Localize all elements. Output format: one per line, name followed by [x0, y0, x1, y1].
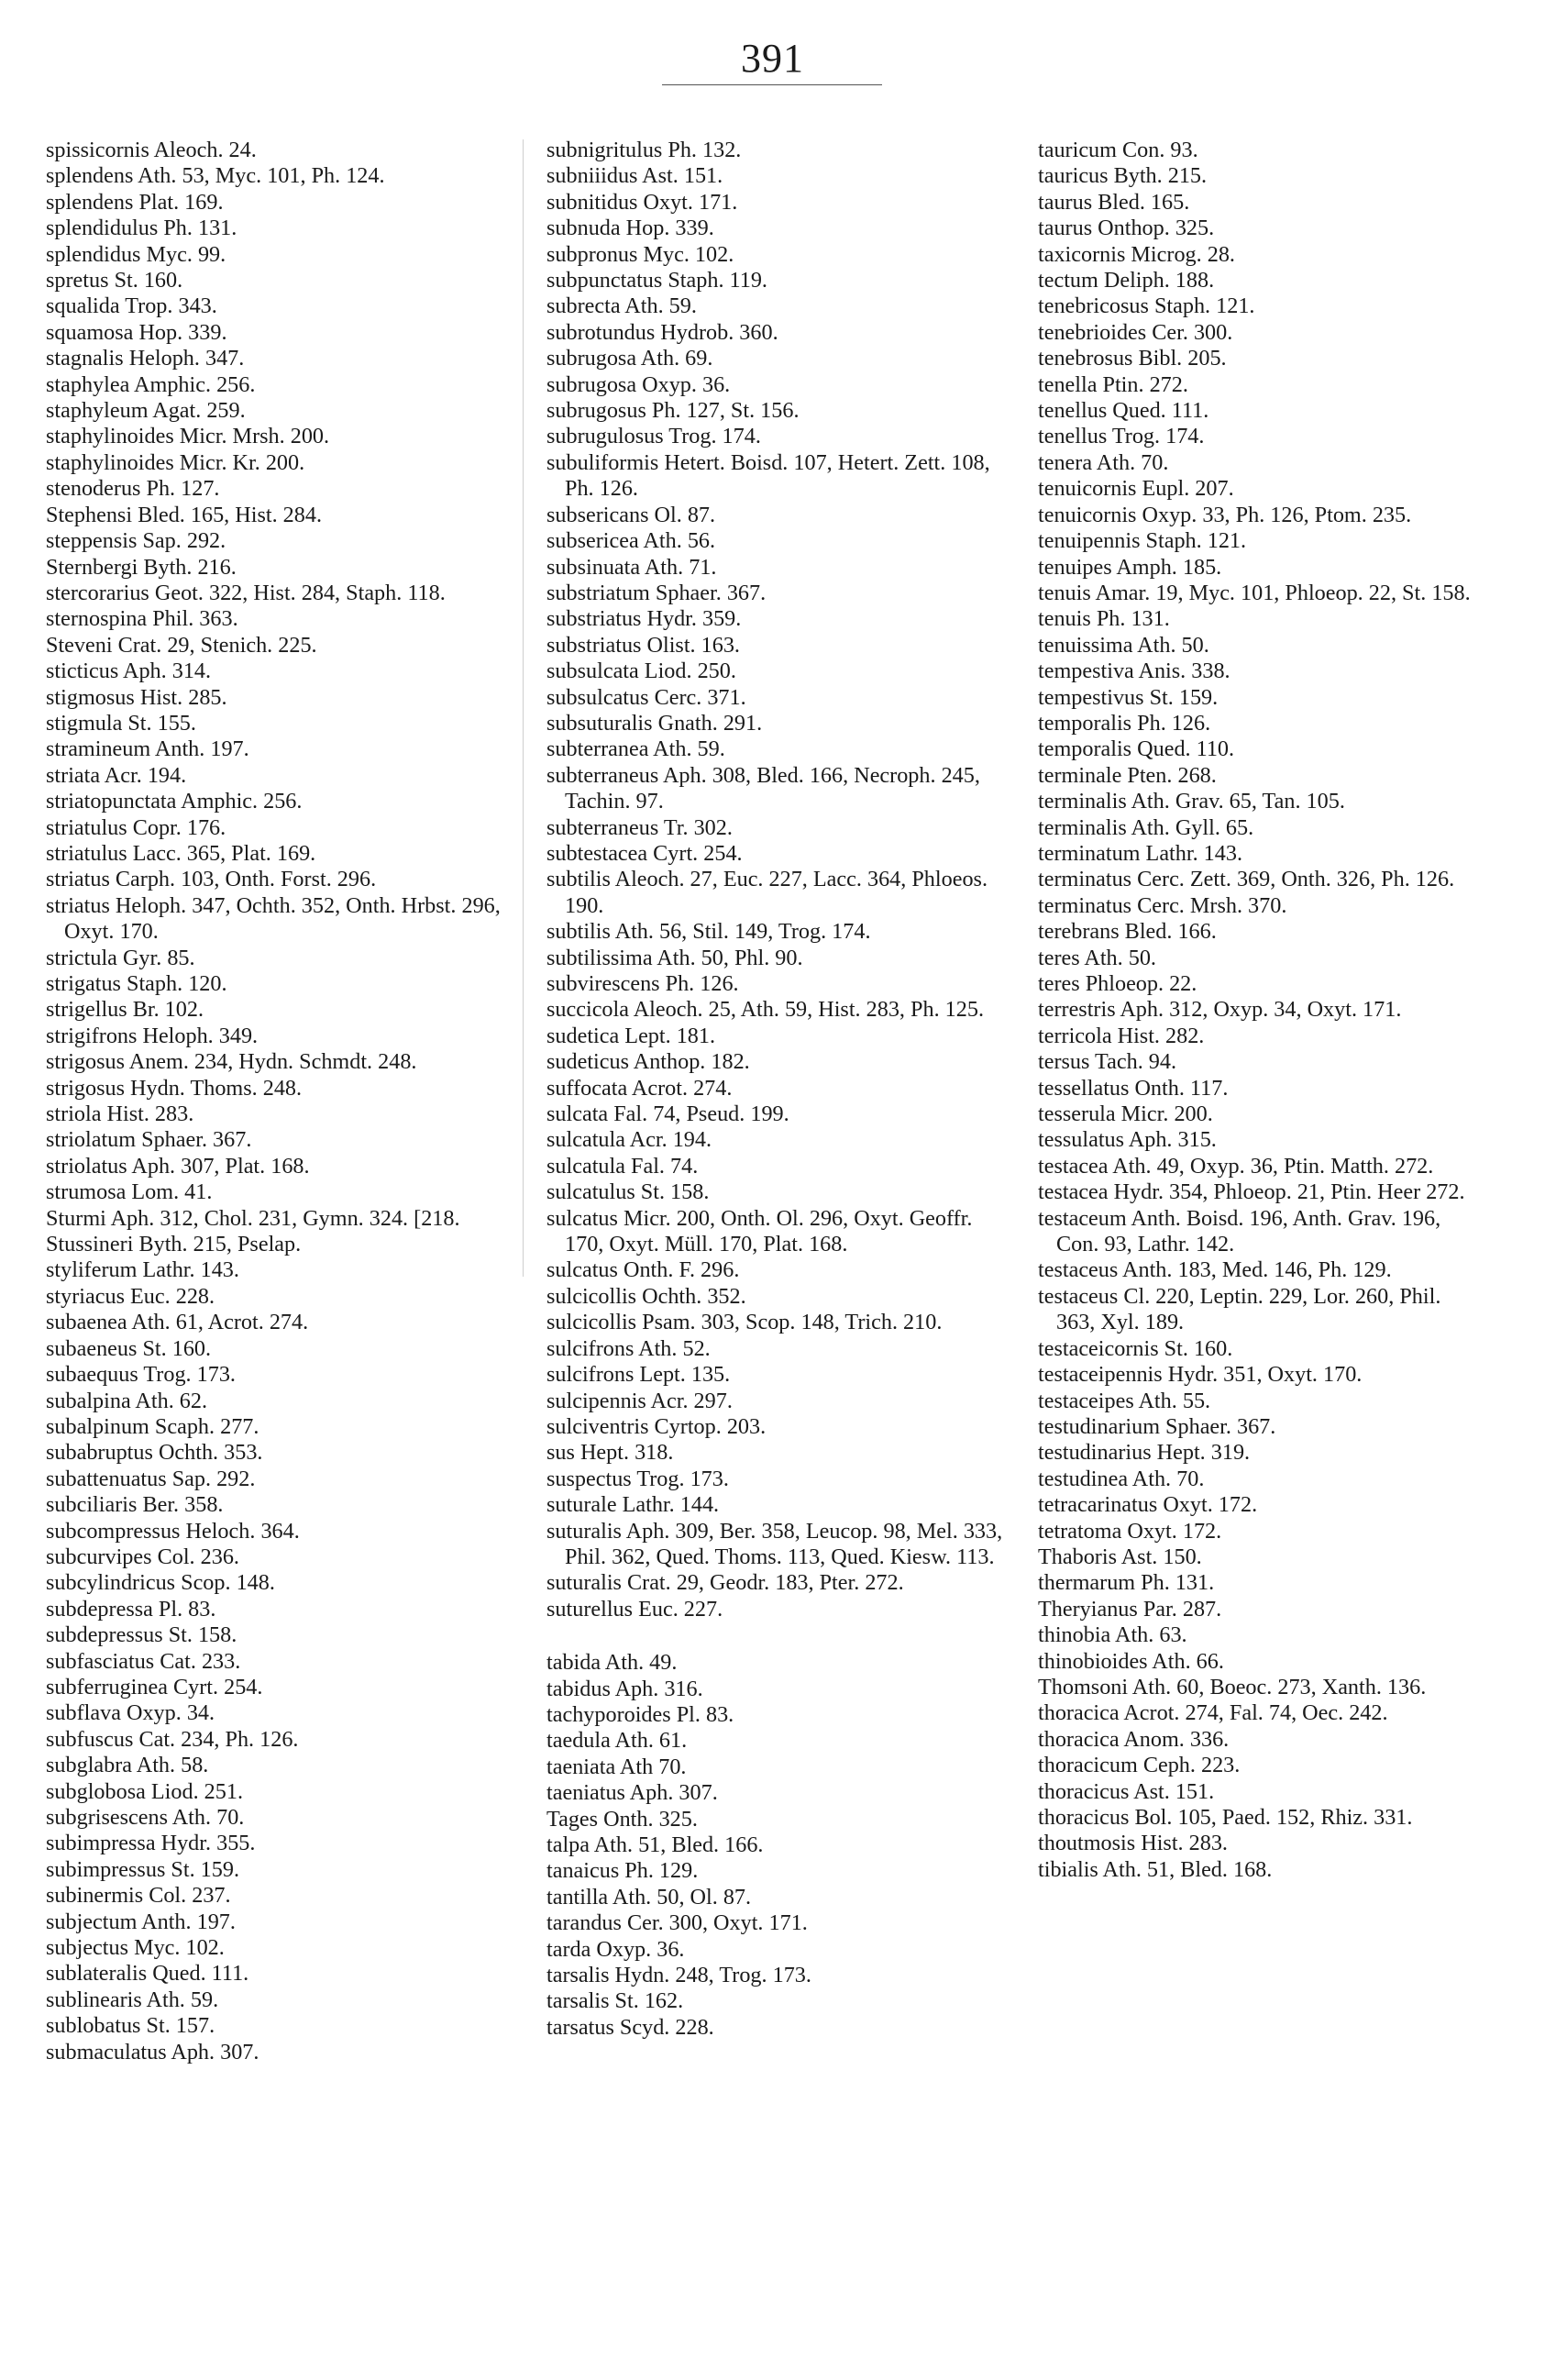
index-entry: subterraneus Tr. 302.: [546, 814, 733, 840]
index-entry: subdepressa Pl. 83.: [46, 1596, 216, 1622]
index-entry: stenoderus Ph. 127.: [46, 476, 220, 502]
index-entry: staphylinoides Micr. Kr. 200.: [46, 449, 305, 475]
index-entry: tetratoma Oxyt. 172.: [1038, 1518, 1222, 1544]
index-entry: subpronus Myc. 102.: [546, 241, 734, 267]
index-entry: taedula Ath. 61.: [546, 1728, 688, 1754]
index-entry: testaceipes Ath. 55.: [1038, 1388, 1211, 1413]
index-entry: steppensis Sap. 292.: [46, 528, 226, 554]
index-entry: subflava Oxyp. 34.: [46, 1700, 215, 1726]
index-entry: talpa Ath. 51, Bled. 166.: [546, 1832, 764, 1857]
page-number-rule: [662, 84, 882, 85]
index-entry: tauricum Con. 93.: [1038, 138, 1198, 162]
index-entry: tenebrosus Bibl. 205.: [1038, 346, 1227, 371]
index-entry: strigosus Anem. 234, Hydn. Schmdt. 248.: [46, 1049, 417, 1075]
index-entry: stigmula St. 155.: [46, 710, 196, 736]
index-entry: testaceum Anth. Boisd. 196, Anth. Grav. 196, Con. 93, Lathr. 142.: [1038, 1205, 1441, 1257]
index-entry: subaenea Ath. 61, Acrot. 274.: [46, 1310, 309, 1335]
index-column-3: [1038, 138, 1476, 1883]
index-entry: tenuis Ph. 131.: [1038, 606, 1170, 632]
index-entry: terrestris Aph. 312, Oxyp. 34, Oxyt. 171.: [1038, 997, 1402, 1023]
index-entry: Sternbergi Byth. 216.: [46, 554, 237, 580]
index-entry: tenellus Qued. 111.: [1038, 398, 1209, 424]
page-number: 391: [741, 36, 804, 81]
index-entry: terminalis Ath. Gyll. 65.: [1038, 814, 1254, 840]
index-entry: testaceicornis St. 160.: [1038, 1335, 1233, 1361]
index-entry: terminatum Lathr. 143.: [1038, 840, 1243, 866]
index-entry: striatus Carph. 103, Onth. Forst. 296.: [46, 867, 377, 892]
index-entry: sulcifrons Lept. 135.: [546, 1362, 731, 1388]
index-entry: subrecta Ath. 59.: [546, 293, 697, 319]
index-entry: staphyleum Agat. 259.: [46, 398, 246, 424]
index-entry: Steveni Crat. 29, Stenich. 225.: [46, 632, 317, 658]
index-entry: teres Phloeop. 22.: [1038, 971, 1197, 996]
index-entry: subrugosa Oxyp. 36.: [546, 371, 731, 397]
index-entry: testacea Hydr. 354, Phloeop. 21, Ptin. Heer 272.: [1038, 1179, 1465, 1205]
index-entry: subuliformis Hetert. Boisd. 107, Hetert. Zett. 108, Ph. 126.: [546, 449, 990, 502]
index-entry: squamosa Hop. 339.: [46, 319, 227, 345]
index-entry: terminatus Cerc. Zett. 369, Onth. 326, Ph. 126.: [1038, 867, 1455, 892]
index-entry: subabruptus Ochth. 353.: [46, 1440, 263, 1466]
index-entry: thoracicum Ceph. 223.: [1038, 1753, 1241, 1778]
index-entry: sulcicollis Ochth. 352.: [546, 1283, 746, 1309]
index-entry: striolatum Sphaer. 367.: [46, 1127, 252, 1153]
index-entry: taeniata Ath 70.: [546, 1754, 687, 1779]
index-entry: sulcatus Micr. 200, Onth. Ol. 296, Oxyt. Geoffr. 170, Oxyt. Müll. 170, Plat. 168.: [546, 1205, 973, 1257]
index-entry: subjectum Anth. 197.: [46, 1909, 236, 1934]
index-entry: tenella Ptin. 272.: [1038, 371, 1188, 397]
index-entry: sudetica Lept. 181.: [546, 1023, 716, 1048]
index-entry: subnuda Hop. 339.: [546, 216, 714, 241]
index-entry: subsericans Ol. 87.: [546, 502, 716, 527]
index-entry: styriacus Euc. 228.: [46, 1283, 215, 1309]
index-entry: subimpressus St. 159.: [46, 1856, 239, 1882]
index-entry: tarda Oxyp. 36.: [546, 1936, 685, 1962]
index-entry: striata Acr. 194.: [46, 762, 187, 788]
index-entry: subpunctatus Staph. 119.: [546, 268, 767, 293]
index-entry: tectum Deliph. 188.: [1038, 268, 1215, 293]
index-entry: sulcicollis Psam. 303, Scop. 148, Trich. 210.: [546, 1310, 943, 1335]
index-entry: testudinarium Sphaer. 367.: [1038, 1413, 1276, 1439]
index-entry: tenuicornis Oxyp. 33, Ph. 126, Ptom. 235.: [1038, 502, 1412, 527]
index-entry: strumosa Lom. 41.: [46, 1179, 213, 1205]
index-entry: succicola Aleoch. 25, Ath. 59, Hist. 283, Ph. 125.: [546, 997, 984, 1023]
index-entry: teres Ath. 50.: [1038, 945, 1156, 970]
index-entry: sublinearis Ath. 59.: [46, 1987, 219, 2012]
index-entry: subsulcatus Cerc. 371.: [546, 684, 746, 710]
index-entry: tenebrioides Cer. 300.: [1038, 319, 1233, 345]
index-entry: subsuturalis Gnath. 291.: [546, 710, 763, 736]
index-entry: tenuis Amar. 19, Myc. 101, Phloeop. 22, St. 158.: [1038, 580, 1471, 605]
index-entry: terricola Hist. 282.: [1038, 1023, 1205, 1048]
index-entry: subaequus Trog. 173.: [46, 1362, 236, 1388]
index-entry: tenebricosus Staph. 121.: [1038, 293, 1255, 319]
index-entry: thoracica Anom. 336.: [1038, 1726, 1230, 1752]
index-entry: subglobosa Liod. 251.: [46, 1778, 243, 1804]
index-entry: strigosus Hydn. Thoms. 248.: [46, 1075, 303, 1101]
index-entry: terminalis Ath. Grav. 65, Tan. 105.: [1038, 789, 1345, 814]
index-entry: taurus Bled. 165.: [1038, 189, 1190, 215]
index-entry: thinobioides Ath. 66.: [1038, 1648, 1224, 1674]
index-entry: testaceipennis Hydr. 351, Oxyt. 170.: [1038, 1362, 1363, 1388]
index-entry: subfasciatus Cat. 233.: [46, 1648, 241, 1674]
index-entry: subnitidus Oxyt. 171.: [546, 189, 738, 215]
index-entry: suturale Lathr. 144.: [546, 1492, 720, 1518]
index-entry: tetracarinatus Oxyt. 172.: [1038, 1492, 1258, 1518]
index-entry: striatulus Lacc. 365, Plat. 169.: [46, 840, 316, 866]
index-entry: squalida Trop. 343.: [46, 293, 217, 319]
index-entry: sudeticus Anthop. 182.: [546, 1049, 750, 1075]
index-entry: tantilla Ath. 50, Ol. 87.: [546, 1884, 752, 1910]
index-entry: striatopunctata Amphic. 256.: [46, 789, 303, 814]
index-entry: suffocata Acrot. 274.: [546, 1075, 733, 1101]
index-entry: subfuscus Cat. 234, Ph. 126.: [46, 1726, 299, 1752]
index-entry: subcylindricus Scop. 148.: [46, 1570, 275, 1596]
index-entry: subtestacea Cyrt. 254.: [546, 840, 743, 866]
index-entry: suspectus Trog. 173.: [546, 1466, 729, 1491]
index-entry: sulcatus Onth. F. 296.: [546, 1257, 740, 1283]
index-entry: thoutmosis Hist. 283.: [1038, 1831, 1228, 1856]
index-entry: subrugulosus Trog. 174.: [546, 424, 761, 449]
index-entry: tempestiva Anis. 338.: [1038, 659, 1230, 684]
index-entry: testaceus Anth. 183, Med. 146, Ph. 129.: [1038, 1257, 1392, 1283]
index-entry: subcompressus Heloch. 364.: [46, 1518, 300, 1544]
index-entry: stramineum Anth. 197.: [46, 736, 249, 762]
index-entry: striatus Heloph. 347, Ochth. 352, Onth. Hrbst. 296, Oxyt. 170.: [46, 892, 501, 945]
index-entry: tessulatus Aph. 315.: [1038, 1127, 1217, 1153]
index-entry: subtilis Aleoch. 27, Euc. 227, Lacc. 364, Phloeos. 190.: [546, 867, 988, 918]
index-entry: strigellus Br. 102.: [46, 997, 204, 1023]
index-entry: Stephensi Bled. 165, Hist. 284.: [46, 502, 322, 527]
index-entry: subgrisescens Ath. 70.: [46, 1805, 245, 1830]
index-entry: testaceus Cl. 220, Leptin. 229, Lor. 260, Phil. 363, Xyl. 189.: [1038, 1283, 1441, 1335]
index-entry: striatulus Copr. 176.: [46, 814, 226, 840]
index-entry: stercorarius Geot. 322, Hist. 284, Staph. 118.: [46, 580, 446, 605]
index-entry: stigmosus Hist. 285.: [46, 684, 227, 710]
index-column-2: [546, 138, 1005, 2041]
index-entry: sticticus Aph. 314.: [46, 659, 212, 684]
index-entry: sulcifrons Ath. 52.: [546, 1335, 711, 1361]
index-entry: splendidulus Ph. 131.: [46, 216, 237, 241]
index-entry: subtilissima Ath. 50, Phl. 90.: [546, 945, 803, 970]
index-entry: tachyporoides Pl. 83.: [546, 1701, 734, 1727]
index-entry: splendens Plat. 169.: [46, 189, 224, 215]
index-entry: tarsatus Scyd. 228.: [546, 2014, 714, 2040]
index-entry: sulcata Fal. 74, Pseud. 199.: [546, 1101, 789, 1127]
index-entry: tabidus Aph. 316.: [546, 1676, 703, 1701]
index-entry: tenuipennis Staph. 121.: [1038, 528, 1247, 554]
index-entry: subrotundus Hydrob. 360.: [546, 319, 778, 345]
index-entry: subterranea Ath. 59.: [546, 736, 725, 762]
index-entry: terebrans Bled. 166.: [1038, 919, 1217, 945]
index-entry: submaculatus Aph. 307.: [46, 2039, 259, 2065]
index-entry: tauricus Byth. 215.: [1038, 163, 1208, 189]
index-entry: tenuissima Ath. 50.: [1038, 632, 1209, 658]
index-entry: tibialis Ath. 51, Bled. 168.: [1038, 1856, 1273, 1882]
index-entry: striolatus Aph. 307, Plat. 168.: [46, 1153, 310, 1179]
index-entry: staphylinoides Micr. Mrsh. 200.: [46, 424, 330, 449]
index-entry: subdepressus St. 158.: [46, 1622, 237, 1648]
index-entry: subciliaris Ber. 358.: [46, 1492, 224, 1518]
index-entry: tabida Ath. 49.: [546, 1650, 678, 1676]
index-entry: thoracica Acrot. 274, Fal. 74, Oec. 242.: [1038, 1700, 1388, 1726]
index-entry: tersus Tach. 94.: [1038, 1049, 1177, 1075]
index-entry: thermarum Ph. 131.: [1038, 1570, 1215, 1596]
index-entry: styliferum Lathr. 143.: [46, 1257, 239, 1283]
index-entry: tarsalis St. 162.: [546, 1988, 684, 2014]
index-entry: subalpinum Scaph. 277.: [46, 1413, 259, 1439]
column-divider: [523, 139, 524, 1277]
index-entry: temporalis Qued. 110.: [1038, 736, 1235, 762]
index-entry: tenellus Trog. 174.: [1038, 424, 1205, 449]
index-entry: Stussineri Byth. 215, Pselap.: [46, 1232, 302, 1257]
index-entry: subsinuata Ath. 71.: [546, 554, 717, 580]
index-entry: subterraneus Aph. 308, Bled. 166, Necroph. 245, Tachin. 97.: [546, 762, 980, 814]
index-entry: tenuipes Amph. 185.: [1038, 554, 1222, 580]
index-entry: suturellus Euc. 227.: [546, 1596, 723, 1622]
index-entry: tenuicornis Eupl. 207.: [1038, 476, 1234, 502]
index-entry: subnigritulus Ph. 132.: [546, 138, 742, 162]
index-entry: substriatus Hydr. 359.: [546, 606, 742, 632]
index-entry: subcurvipes Col. 236.: [46, 1544, 239, 1569]
index-entry: sublobatus St. 157.: [46, 2013, 215, 2039]
index-entry: tessellatus Onth. 117.: [1038, 1075, 1229, 1101]
index-entry: subaeneus St. 160.: [46, 1335, 212, 1361]
index-entry: substriatus Olist. 163.: [546, 632, 740, 658]
index-entry: subsulcata Liod. 250.: [546, 659, 736, 684]
index-entry: subimpressa Hydr. 355.: [46, 1831, 256, 1856]
index-entry: substriatum Sphaer. 367.: [546, 580, 767, 605]
index-entry: tempestivus St. 159.: [1038, 684, 1219, 710]
index-entry: tarandus Cer. 300, Oxyt. 171.: [546, 1910, 808, 1936]
index-entry: striola Hist. 283.: [46, 1101, 194, 1127]
index-entry: strictula Gyr. 85.: [46, 945, 195, 970]
index-entry: sulcatula Acr. 194.: [546, 1127, 712, 1153]
index-entry: taurus Onthop. 325.: [1038, 216, 1215, 241]
index-entry: staphylea Amphic. 256.: [46, 371, 256, 397]
index-entry: testacea Ath. 49, Oxyp. 36, Ptin. Matth. 272.: [1038, 1153, 1434, 1179]
index-entry: suturalis Crat. 29, Geodr. 183, Pter. 272.: [546, 1570, 904, 1596]
index-entry: sternospina Phil. 363.: [46, 606, 238, 632]
index-entry: thoracicus Bol. 105, Paed. 152, Rhiz. 331.: [1038, 1805, 1413, 1830]
index-entry: subalpina Ath. 62.: [46, 1388, 208, 1413]
index-entry: subniiidus Ast. 151.: [546, 163, 723, 189]
index-entry: subinermis Col. 237.: [46, 1883, 231, 1909]
index-entry: sulciventris Cyrtop. 203.: [546, 1413, 767, 1439]
index-entry: subjectus Myc. 102.: [46, 1935, 225, 1961]
index-entry: sus Hept. 318.: [546, 1440, 674, 1466]
index-entry: Tages Onth. 325.: [546, 1806, 698, 1832]
index-entry: terminatus Cerc. Mrsh. 370.: [1038, 892, 1287, 918]
index-entry: sublateralis Qued. 111.: [46, 1961, 249, 1987]
index-entry: testudinarius Hept. 319.: [1038, 1440, 1251, 1466]
index-entry: splendens Ath. 53, Myc. 101, Ph. 124.: [46, 163, 385, 189]
index-entry: taxicornis Microg. 28.: [1038, 241, 1235, 267]
index-entry: tanaicus Ph. 129.: [546, 1858, 699, 1884]
index-entry: tarsalis Hydn. 248, Trog. 173.: [546, 1963, 811, 1988]
index-column-1: [46, 138, 504, 2065]
index-entry: subvirescens Ph. 126.: [546, 971, 739, 996]
index-entry: terminale Pten. 268.: [1038, 762, 1217, 788]
index-entry: temporalis Ph. 126.: [1038, 710, 1211, 736]
index-entry: subglabra Ath. 58.: [46, 1753, 209, 1778]
index-entry: sulcatula Fal. 74.: [546, 1153, 699, 1179]
index-entry: stagnalis Heloph. 347.: [46, 346, 245, 371]
index-entry: sulcatulus St. 158.: [546, 1179, 710, 1205]
index-entry: spissicornis Aleoch. 24.: [46, 138, 257, 162]
index-entry: sulcipennis Acr. 297.: [546, 1388, 733, 1413]
index-entry: subtilis Ath. 56, Stil. 149, Trog. 174.: [546, 919, 871, 945]
index-entry: taeniatus Aph. 307.: [546, 1780, 718, 1806]
index-entry: subattenuatus Sap. 292.: [46, 1466, 256, 1491]
index-entry: suturalis Aph. 309, Ber. 358, Leucop. 98, Mel. 333, Phil. 362, Qued. Thoms. 113, Qued. Kiesw. 113.: [546, 1518, 1003, 1569]
index-entry: strigifrons Heloph. 349.: [46, 1023, 259, 1048]
index-entry: spretus St. 160.: [46, 268, 183, 293]
index-entry: Sturmi Aph. 312, Chol. 231, Gymn. 324. [218.: [46, 1205, 460, 1231]
index-entry: subrugosa Ath. 69.: [546, 346, 713, 371]
index-entry: subferruginea Cyrt. 254.: [46, 1674, 263, 1699]
index-entry: subsericea Ath. 56.: [546, 528, 716, 554]
index-entry: tesserula Micr. 200.: [1038, 1101, 1213, 1127]
index-entry: Thaboris Ast. 150.: [1038, 1544, 1202, 1569]
index-entry: thoracicus Ast. 151.: [1038, 1778, 1215, 1804]
index-entry: Theryianus Par. 287.: [1038, 1596, 1222, 1622]
index-entry: Thomsoni Ath. 60, Boeoc. 273, Xanth. 136.: [1038, 1674, 1427, 1699]
index-entry: subrugosus Ph. 127, St. 156.: [546, 398, 800, 424]
index-entry: strigatus Staph. 120.: [46, 971, 227, 996]
index-entry: testudinea Ath. 70.: [1038, 1466, 1205, 1491]
index-entry: tenera Ath. 70.: [1038, 449, 1169, 475]
index-entry: splendidus Myc. 99.: [46, 241, 226, 267]
index-entry: thinobia Ath. 63.: [1038, 1622, 1187, 1648]
